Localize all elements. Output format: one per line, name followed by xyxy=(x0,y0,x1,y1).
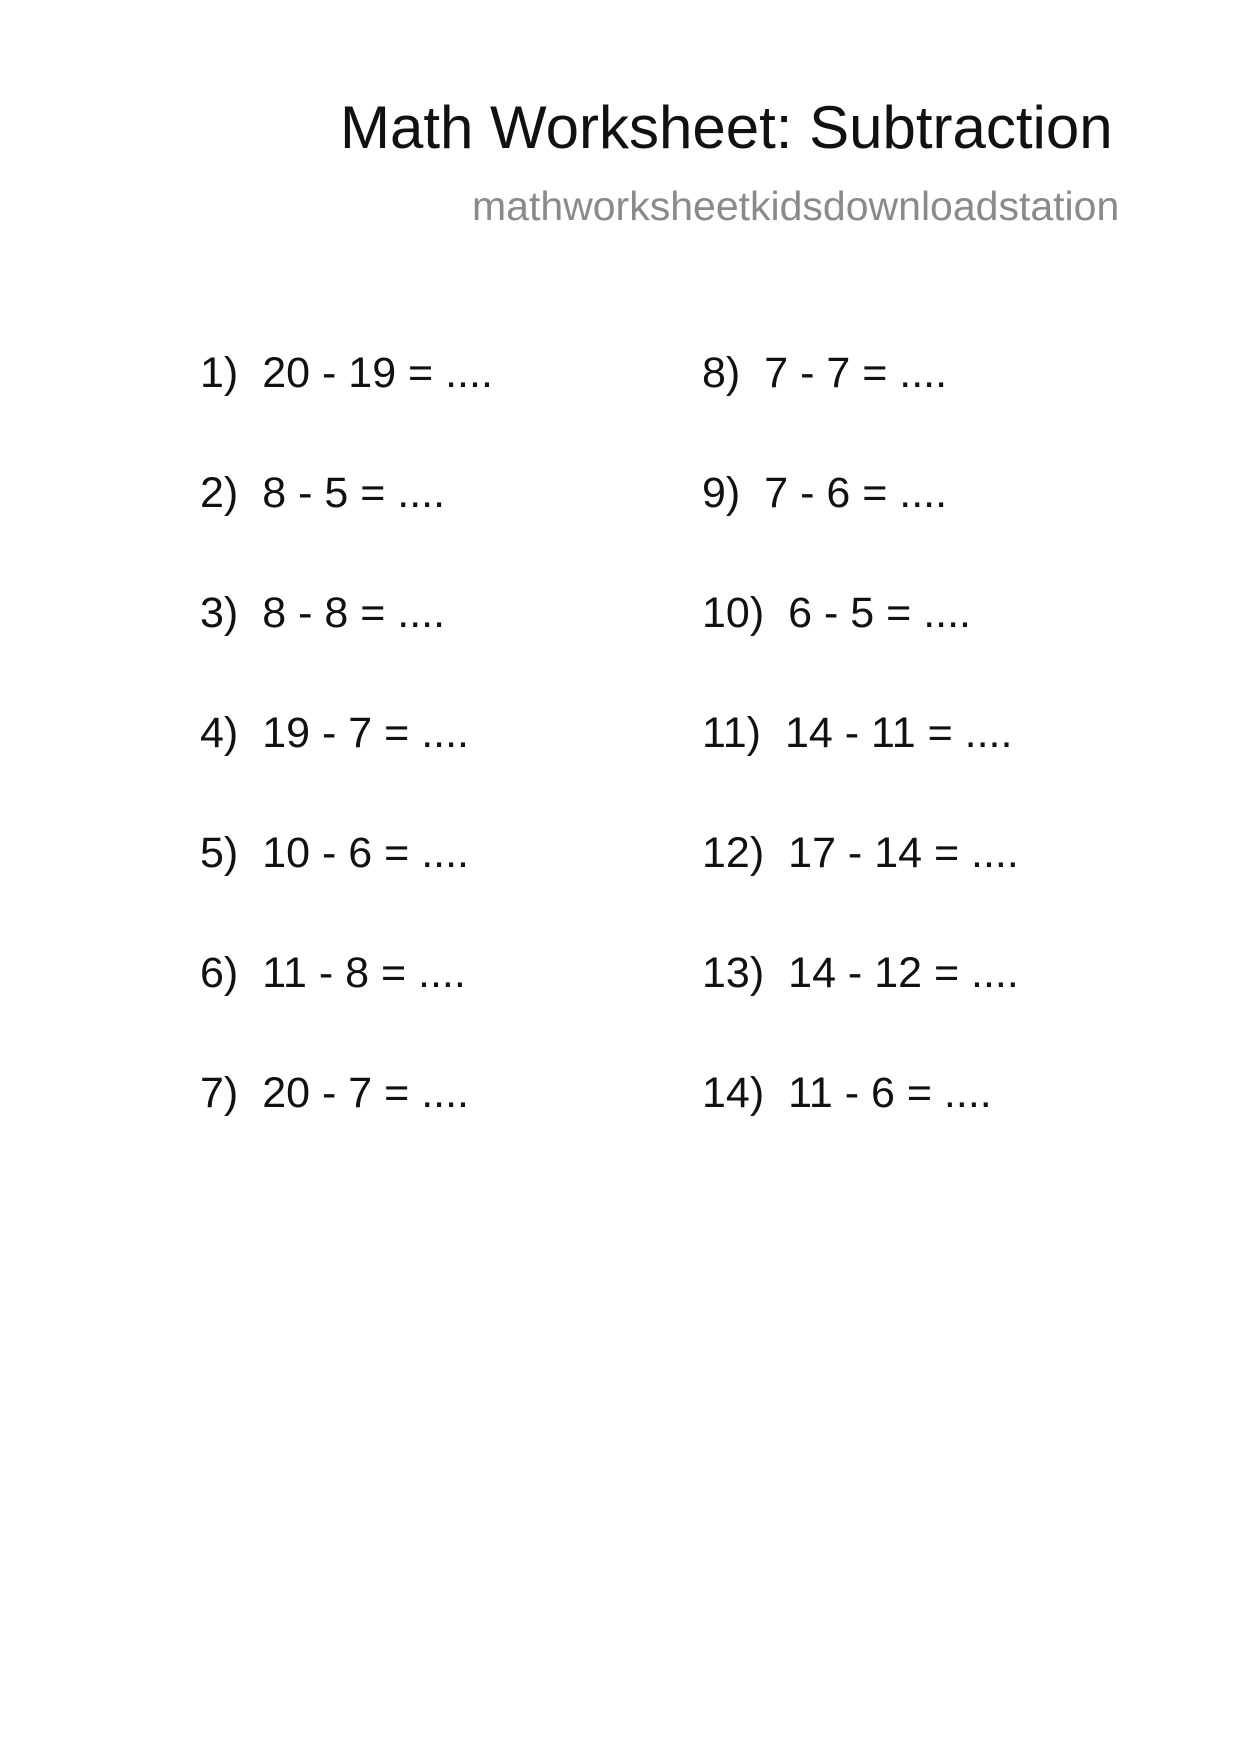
problem-expression: 14 - 11 = .... xyxy=(784,709,1013,757)
problem-8 xyxy=(702,349,1019,472)
page-title: Math Worksheet: Subtraction xyxy=(340,94,1113,161)
problem-number: 2) xyxy=(200,469,239,517)
problem-expression: 14 - 12 = .... xyxy=(788,949,1019,997)
problem-number: 4) xyxy=(200,709,239,757)
problem-expression: 10 - 6 = .... xyxy=(262,829,469,877)
problem-expression: 20 - 7 = .... xyxy=(262,1069,469,1117)
problem-expression: 11 - 6 = .... xyxy=(788,1069,992,1117)
problem-number: 14) xyxy=(702,1069,765,1117)
problem-expression: 6 - 5 = .... xyxy=(788,589,971,637)
problem-expression: 8 - 8 = .... xyxy=(262,589,446,637)
problem-expression: 20 - 19 = .... xyxy=(262,349,493,397)
problem-expression: 7 - 7 = .... xyxy=(764,349,948,397)
problem-number: 6) xyxy=(200,949,239,997)
problem-number: 11) xyxy=(702,709,761,757)
problem-3 xyxy=(200,589,493,712)
problem-expression: 11 - 8 = .... xyxy=(262,949,466,997)
problem-12 xyxy=(702,829,1019,952)
problem-number: 9) xyxy=(702,469,741,517)
problem-number: 8) xyxy=(702,349,741,397)
problem-7 xyxy=(200,1069,493,1192)
problem-number: 5) xyxy=(200,829,239,877)
problem-expression: 7 - 6 = .... xyxy=(764,469,948,517)
problem-expression: 17 - 14 = .... xyxy=(788,829,1019,877)
problem-number: 1) xyxy=(200,349,239,397)
problem-expression: 19 - 7 = .... xyxy=(262,709,469,757)
problem-1 xyxy=(200,349,493,472)
problem-6 xyxy=(200,949,493,1072)
problem-number: 3) xyxy=(200,589,239,637)
problem-13 xyxy=(702,949,1019,1072)
problem-14 xyxy=(702,1069,1019,1192)
problem-expression: 8 - 5 = .... xyxy=(262,469,446,517)
problem-9 xyxy=(702,469,1019,592)
problem-5 xyxy=(200,829,493,952)
problem-10 xyxy=(702,589,1019,712)
problems-column-right xyxy=(702,349,1019,1192)
problems-column-left xyxy=(200,349,493,1192)
problem-2 xyxy=(200,469,493,592)
problem-number: 13) xyxy=(702,949,765,997)
page-subtitle: mathworksheetkidsdownloadstation xyxy=(472,183,1120,229)
problem-number: 7) xyxy=(200,1069,239,1117)
problem-number: 10) xyxy=(702,589,765,637)
problem-11 xyxy=(702,709,1019,832)
problem-number: 12) xyxy=(702,829,765,877)
problem-4 xyxy=(200,709,493,832)
